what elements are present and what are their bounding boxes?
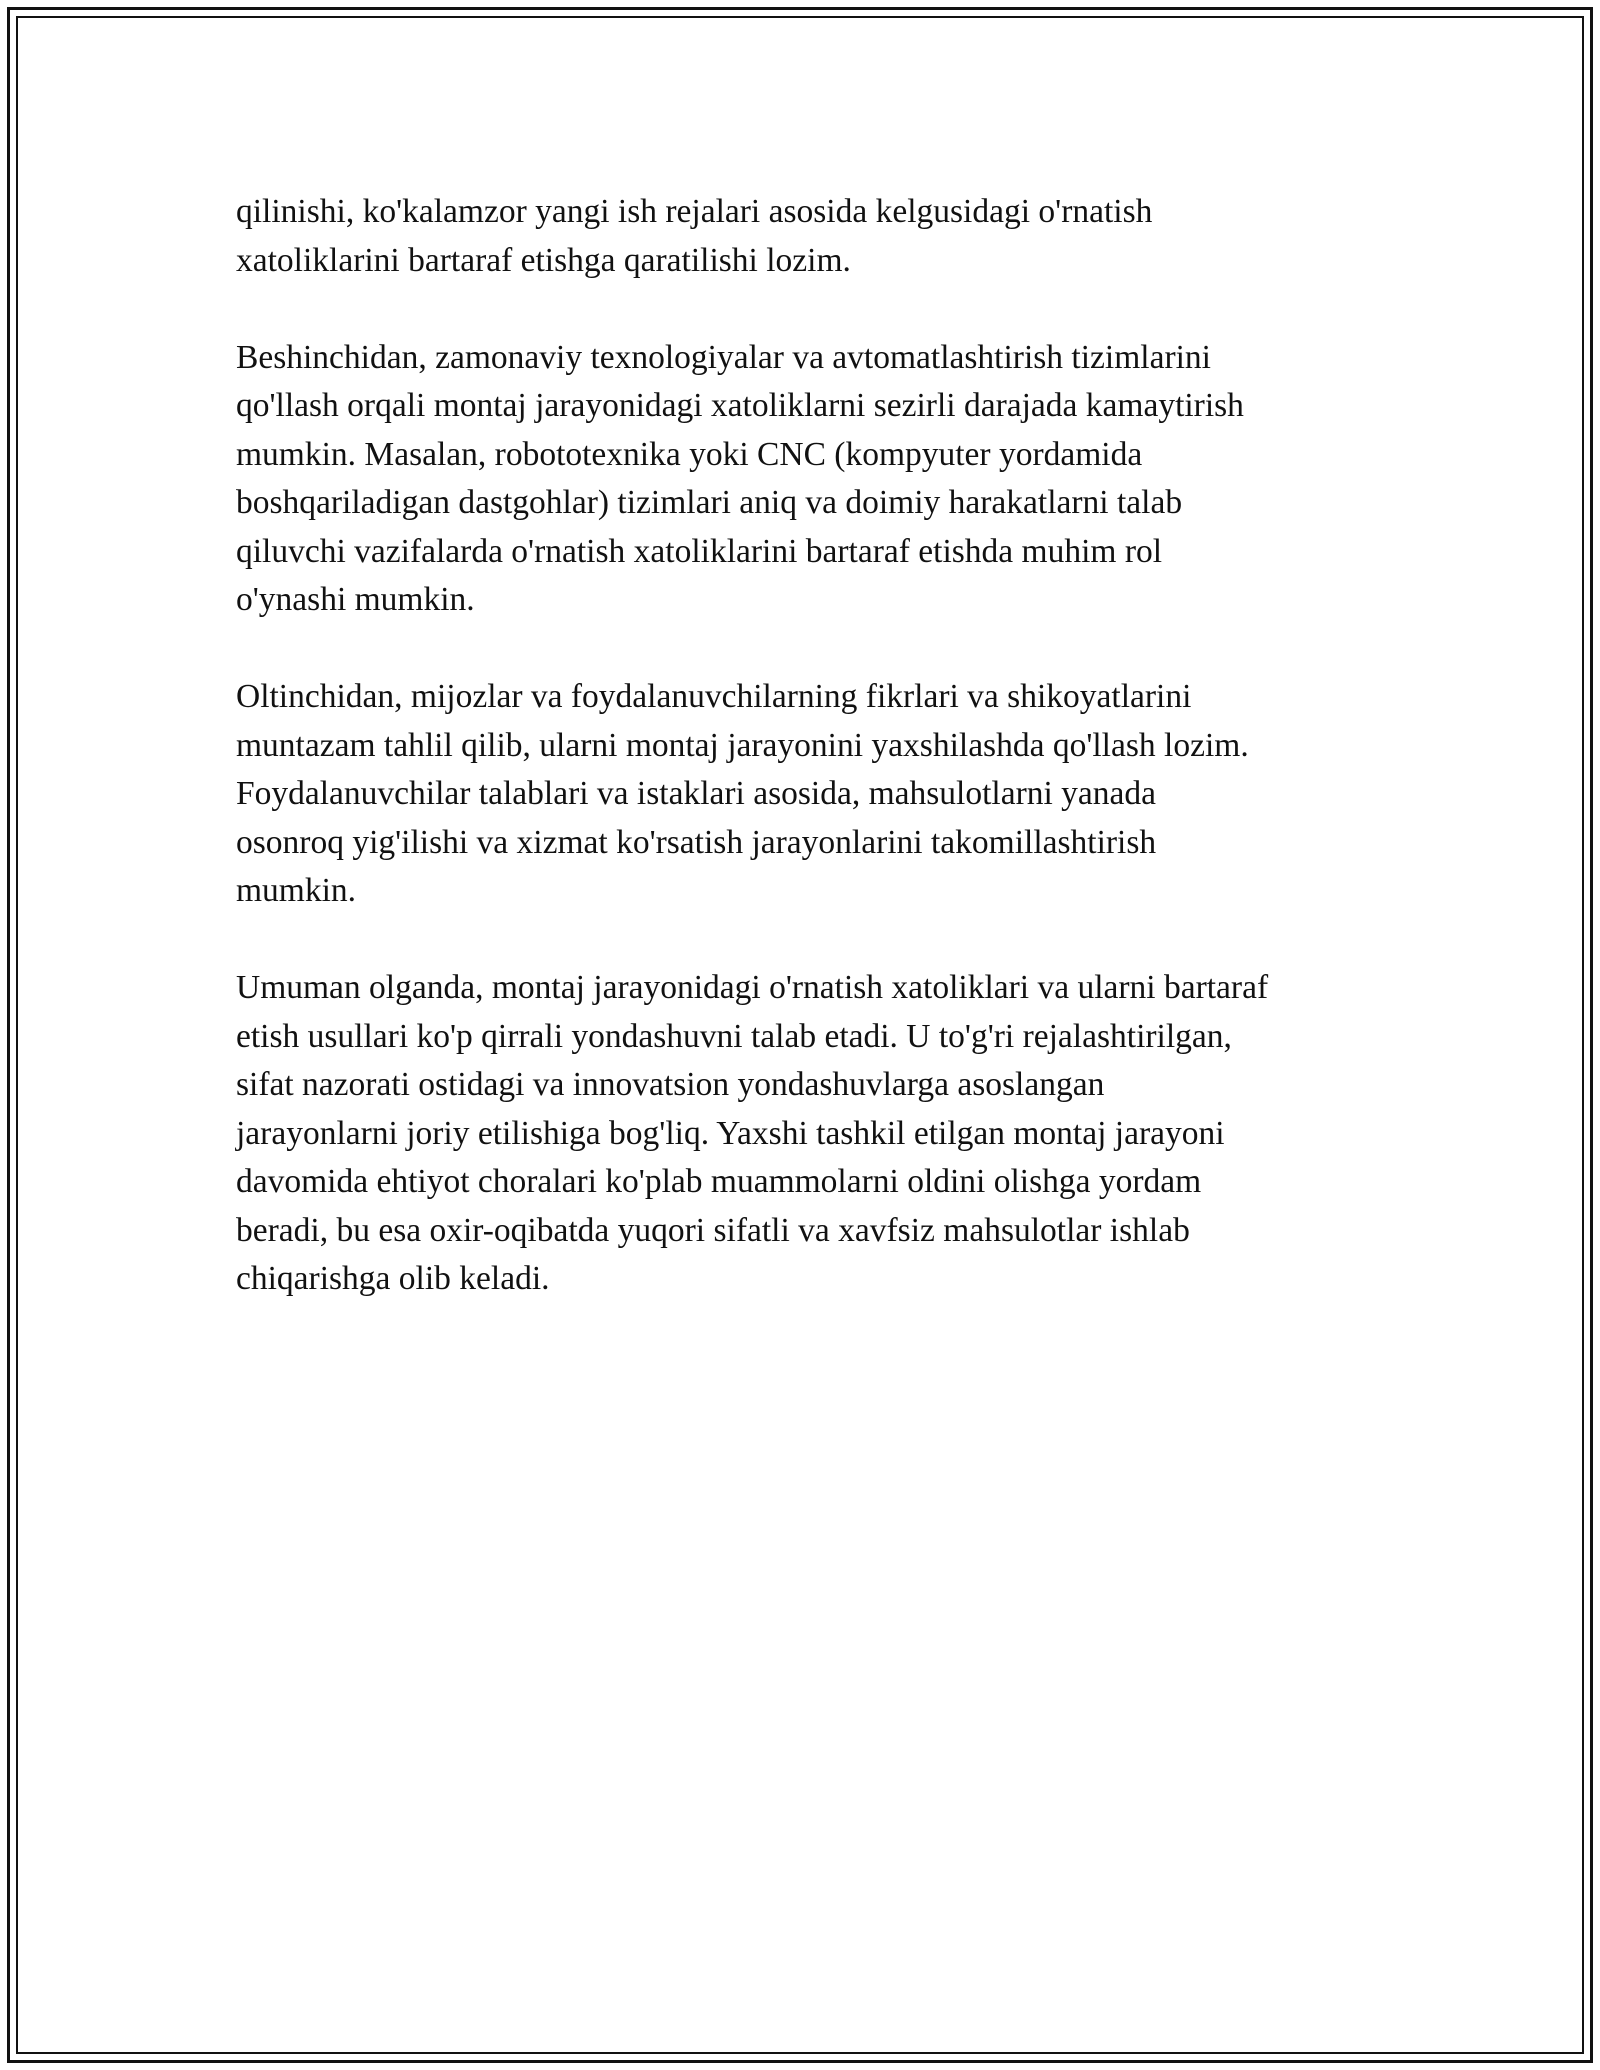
paragraph-sixth-point: Oltinchidan, mijozlar va foydalanuvchilarning fikrlari va shikoyatlarini muntazam tahlil qilib, ularni montaj jarayonini yaxshilashda qo'llash lozim. Foydalanuvchilar talablari va istaklari asosida, mahsulotlarni yanada osonroq yig'ilishi va xizmat ko'rsatish jarayonlarini takomillashtirish mumkin. — [236, 678, 1249, 909]
paragraph-continuation: qilinishi, ko'kalamzor yangi ish rejalari asosida kelgusidagi o'rnatish xatoliklarini bartaraf etishga qaratilishi lozim. — [236, 193, 1153, 279]
paragraph-fifth-point: Beshinchidan, zamonaviy texnologiyalar va avtomatlashtirish tizimlarini qo'llash orqali montaj jarayonidagi xatoliklarni sezirli darajada kamaytirish mumkin. Masalan, robototexnika yoki CNC (kompyuter yordamida boshqariladigan dastgohlar) tizimlari aniq va doimiy harakatlarni talab qiluvchi vazifalarda o'rnatish xatoliklarini bartaraf etishda muhim rol o'ynashi mumkin. — [236, 338, 1244, 618]
document-body — [236, 188, 1396, 1352]
paragraph-conclusion: Umuman olganda, montaj jarayonidagi o'rnatish xatoliklari va ularni bartaraf etish usullari ko'p qirrali yondashuvni talab etadi. U to'g'ri rejalashtirilgan, sifat nazorati ostidagi va innovatsion yondashuvlarga asoslangan jarayonlarni joriy etilishiga bog'liq. Yaxshi tashkil etilgan montaj jarayoni davomida ehtiyot choralari ko'plab muammolarni oldini olishga yordam beradi, bu esa oxir-oqibatda yuqori sifatli va xavfsiz mahsulotlar ishlab chiqarishga olib keladi. — [236, 969, 1269, 1297]
